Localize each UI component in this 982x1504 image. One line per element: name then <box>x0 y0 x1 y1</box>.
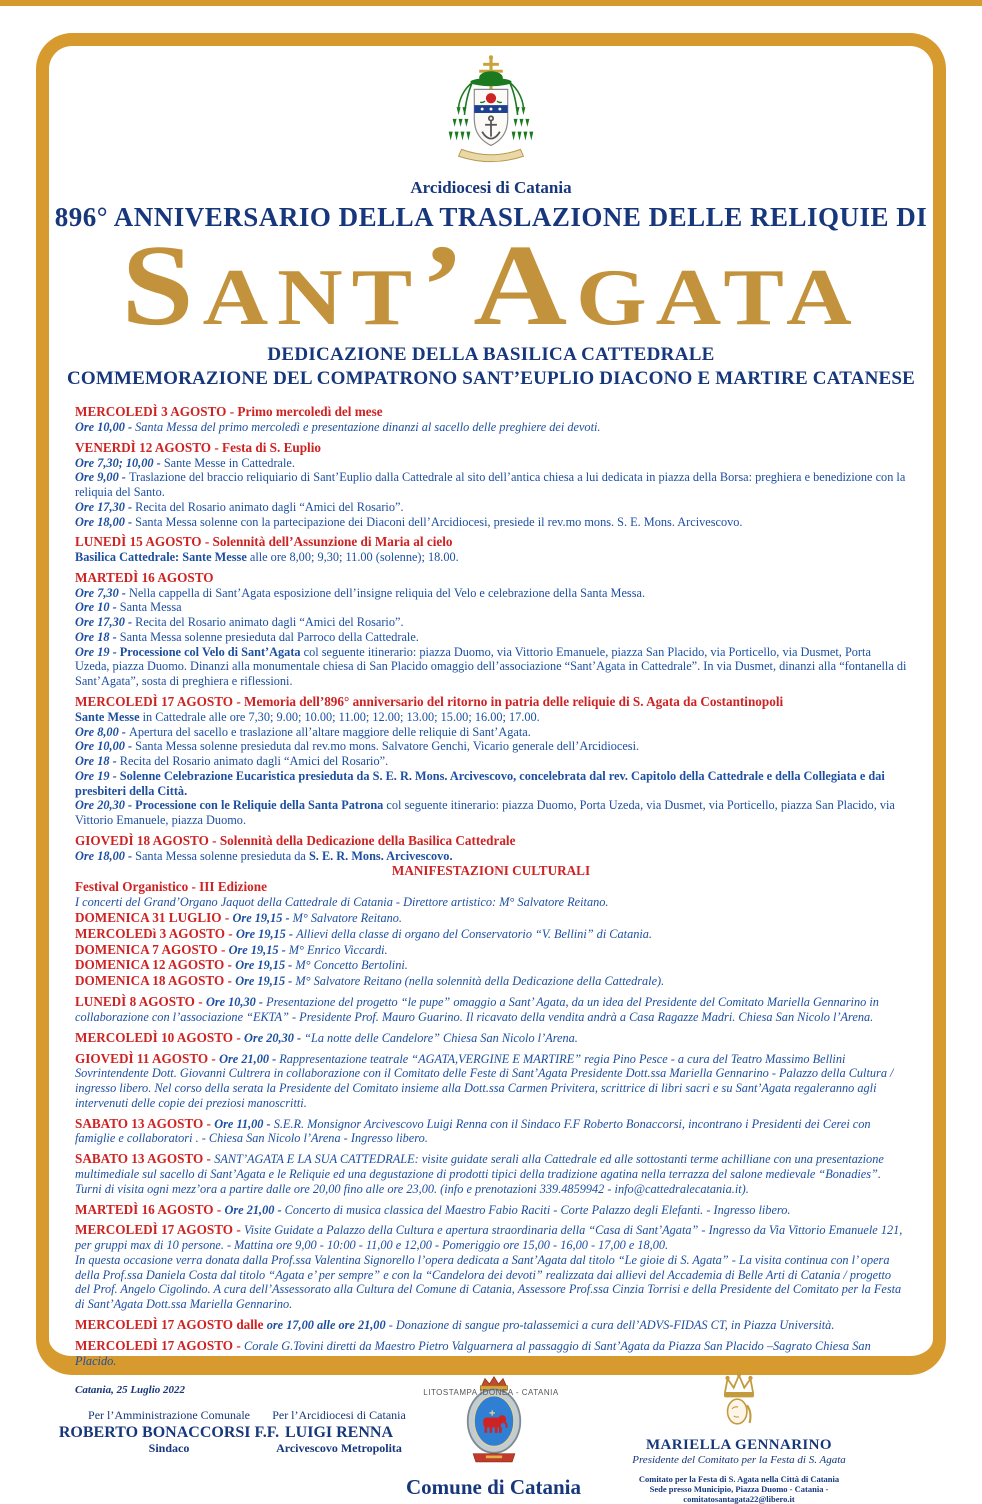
event-line <box>75 1202 907 1218</box>
text-segment: Concerto di musica classica del Maestro Fabio Raciti - Corte Palazzo degli Elefanti. - Ingresso libero. <box>284 1202 791 1217</box>
text-segment: I concerti del Grand’Organo Jaquot della Cattedrale di Catania - Direttore artistico: M° Salvatore Reitano. <box>75 895 609 910</box>
text-segment: Ore 19 - <box>75 768 120 783</box>
text-segment: MERCOLEDÌ 17 AGOSTO dalle <box>75 1316 267 1332</box>
text-segment: In questa occasione verra donata dalla Prof.ssa Valentina Signorello l’opera dedicata a Sant’Agata dal titolo “Le gioie di S. Agata” - La visita continua con l’ opera della Prof.ssa Daniela Costa dal titolo “Agata e’ per sempre” e con la “Candelora dei devoti” realizzata dai allievi del Accademia di Belle Arti di Catania / progetto del Prof. Angelo Cigolindo. A cura dell’Assessorato alla Cultura del Comune di Catania, Assessore Prof.ssa Cinzia Torrisi e della Presidente del Comitato per la Festa di Sant’Agata Dott.ssa Mariella Gennarino. <box>75 1252 902 1312</box>
text-segment: Ore 7,30 - <box>75 585 129 600</box>
text-segment: Ore 19,15 - <box>235 974 296 989</box>
header-crest-wrap <box>49 54 933 175</box>
signature-admin-role: Sindaco <box>148 1441 190 1456</box>
text-segment: GIOVEDÌ 18 AGOSTO - Solennità della Dedicazione della Basilica Cattedrale <box>75 832 516 848</box>
text-segment: col seguente itinerario: piazza Duomo, Porta Uzeda, via Dusmet, via Porticello, piazza San Placido, via Vittorio Emanuele, piazza Duomo. <box>75 798 895 828</box>
text-segment: Ore 17,30 - <box>75 499 136 514</box>
poster-content <box>49 42 933 1504</box>
event-line <box>75 754 907 769</box>
event-line <box>75 440 907 456</box>
text-segment: MERCOLEDÌ 17 AGOSTO - <box>75 1337 245 1353</box>
text-segment: Ore 8,00 - <box>75 724 129 739</box>
event-line <box>75 1116 907 1147</box>
text-segment: Ore 19,15 - <box>235 926 297 941</box>
text-segment: “La notte delle Candelore” Chiesa San Nicolo l’Arena. <box>304 1030 578 1045</box>
top-gold-band <box>0 0 982 6</box>
text-segment: Ore 18,00 - <box>75 514 136 529</box>
text-segment: SANT’AGATA E LA SUA CATTEDRALE: visite guidate serali alla Cattedrale ed alle sottostanti terme achilliane con una presentazione multimediale sul sacello di Sant’Agata e le Reliquie ed una degustazione di prodotti tipici della tradizione agatina nella terrazza del salone medievale “Bonadies”. Turni di visita ogni mezz’ora a partire dalle ore 20,00 fino alle ore 23,00. (info e prenotazioni 339.4859942 - info@cattedralecatania.it). <box>75 1152 884 1196</box>
event-line <box>75 615 907 630</box>
text-segment: - Donazione di sangue pro-talassemici a cura dell’ADVS-FIDAS CT, in Piazza Università. <box>388 1317 835 1332</box>
text-segment: M° Salvatore Reitano. <box>292 910 402 925</box>
subtitle-dedicazione: DEDICAZIONE DELLA BASILICA CATTEDRALE <box>267 344 715 366</box>
text-segment: Solenne Celebrazione Eucaristica presieduta da S. E. R. Mons. Arcivescovo, concelebrata dal rev. Capitolo della Cattedrale e della Collegiata e dai presbiteri della Città. <box>75 768 885 798</box>
event-line <box>75 710 907 725</box>
text-segment: Ore 9,00 - <box>75 470 129 485</box>
main-title: Sant’Agata <box>121 222 861 350</box>
text-segment: MANIFESTAZIONI CULTURALI <box>391 863 591 879</box>
event-line <box>75 630 907 645</box>
text-segment: LUNEDÌ 8 AGOSTO - <box>75 994 206 1010</box>
event-line <box>75 420 907 435</box>
event-line <box>75 1151 907 1196</box>
print-credit: LITOSTAMPA IDONEA - CATANIA <box>423 1388 559 1397</box>
event-line <box>75 586 907 601</box>
event-line <box>75 833 907 849</box>
text-segment: Santa Messa solenne presieduta da <box>135 848 309 863</box>
committee-president-role: Presidente del Comitato per la Festa di S. Agata <box>632 1454 846 1467</box>
event-line <box>75 500 907 515</box>
event-line <box>75 1051 907 1111</box>
text-segment: Ore 18 - <box>75 629 120 644</box>
text-segment: Festival Organistico - III Edizione <box>75 879 267 895</box>
event-line <box>75 895 907 910</box>
text-segment: Ore 18 - <box>75 754 120 769</box>
event-line <box>75 1222 907 1253</box>
text-segment: Ore 10 - <box>75 600 120 615</box>
text-segment: MARTEDÌ 16 AGOSTO - <box>75 1201 225 1217</box>
archdiocese-coat-of-arms-icon <box>428 54 554 170</box>
event-line <box>75 515 907 530</box>
text-segment: SABATO 13 AGOSTO - <box>75 1151 215 1167</box>
text-segment: Ore 21,00 - <box>219 1051 280 1066</box>
committee-president-name: MARIELLA GENNARINO <box>646 1437 832 1454</box>
text-segment: MERCOLEDÌ 17 AGOSTO - <box>75 1222 245 1238</box>
text-segment: Nella cappella di Sant’Agata esposizione dell’insigne reliquia del Velo e celebrazione della Santa Messa. <box>128 585 646 600</box>
text-segment: DOMENICA 18 AGOSTO - <box>75 973 236 989</box>
text-segment: LUNEDÌ 15 AGOSTO - Solennità dell’Assunzione di Maria al cielo <box>75 534 453 550</box>
text-segment: Ore 10,00 - <box>75 419 136 434</box>
signature-admin-for: Per l’Amministrazione Comunale <box>88 1408 250 1423</box>
text-segment: Santa Messa <box>119 600 182 615</box>
text-segment: Allievi della classe di organo del Conservatorio “V. Bellini” di Catania. <box>296 926 653 941</box>
event-line <box>75 550 907 565</box>
event-line <box>75 694 907 710</box>
text-segment: GIOVEDÌ 11 AGOSTO - <box>75 1050 220 1066</box>
text-segment: S. E. R. Mons. Arcivescovo. <box>308 848 453 863</box>
text-segment: M° Concetto Bertolini. <box>295 958 408 973</box>
event-line <box>75 798 907 828</box>
signature-church-name: LUIGI RENNA <box>284 1424 393 1442</box>
text-segment: VENERDÌ 12 AGOSTO - Festa di S. Euplio <box>75 439 321 455</box>
text-segment: Ore 20,30 - <box>244 1030 305 1045</box>
text-segment: ore 17,00 alle ore 21,00 <box>266 1317 389 1332</box>
comune-label: Comune di Catania <box>405 1475 582 1500</box>
text-segment: Ore 10,00 - <box>75 739 136 754</box>
event-line <box>75 1317 907 1333</box>
footer-date-place: Catania, 25 Luglio 2022 <box>75 1384 186 1397</box>
text-segment: Visite Guidate a Palazzo della Cultura e apertura straordinaria della “Casa di Sant’Agata” - Ingresso da Via Vittorio Emanuele 121, per gruppi max di 10 persone. - Mattina ore 9,00 - 10:00 - 11,00 e 12,00 - Pomeriggio ore 15,00 - 16,00 - 17,00 e 18,00. <box>75 1223 903 1253</box>
event-line <box>75 973 907 989</box>
text-segment: DOMENICA 7 AGOSTO - <box>75 941 229 957</box>
text-segment: Recita del Rosario animato dagli “Amici del Rosario”. <box>119 754 389 769</box>
text-segment: SABATO 13 AGOSTO - <box>75 1115 215 1131</box>
text-segment: Recita del Rosario animato dagli “Amici del Rosario”. <box>135 615 404 630</box>
subtitle-commemorazione: COMMEMORAZIONE DEL COMPATRONO SANT’EUPLIO DIACONO E MARTIRE CATANESE <box>66 368 916 390</box>
event-line <box>75 470 907 500</box>
text-segment: alle ore 8,00; 9,30; 11.00 (solenne); 18.00. <box>249 550 459 565</box>
text-segment: Recita del Rosario animato dagli “Amici del Rosario”. <box>135 499 404 514</box>
text-segment: Apertura del sacello e traslazione all’altare maggiore delle reliquie di Sant’Agata. <box>128 724 531 739</box>
text-segment: MERCOLEDÌ 3 AGOSTO - Primo mercoledì del mese <box>75 404 383 420</box>
text-segment: Ore 17,30 - <box>75 615 136 630</box>
event-line <box>75 910 907 926</box>
event-line <box>75 739 907 754</box>
event-line <box>75 600 907 615</box>
text-segment: M° Enrico Viccardi. <box>288 942 388 957</box>
events-list <box>49 404 933 1368</box>
text-segment: S.E.R. Monsignor Arcivescovo Luigi Renna con il Sindaco F.F Roberto Bonaccorsi, incontrano i Presidenti dei Cerei con famiglie e collaboratori . - Chiesa San Nicolo l’Arena - Ingresso libero. <box>75 1116 871 1146</box>
event-line <box>75 404 907 420</box>
event-line <box>75 1030 907 1046</box>
event-line <box>75 863 907 879</box>
signature-church-role: Arcivescovo Metropolita <box>276 1441 402 1456</box>
event-line <box>75 570 907 586</box>
committee-address-line: Sede presso Municipio, Piazza Duomo - Catania - comitatosantagata22@libero.it <box>649 1484 829 1504</box>
text-segment: Sante Messe <box>75 709 143 724</box>
text-segment: Santa Messa solenne presieduta dal Parroco della Cattedrale. <box>119 629 419 644</box>
event-line <box>75 1253 907 1312</box>
text-segment: Corale G.Tovini diretti da Maestro Pietro Valguarnera al passaggio di Sant’Agata da Piazza San Placido –Sagrato Chiesa San Placido. <box>75 1338 871 1368</box>
text-segment: Processione con le Reliquie della Santa Patrona <box>135 798 387 813</box>
event-line <box>75 926 907 942</box>
text-segment: Basilica Cattedrale: Sante Messe <box>75 550 250 565</box>
text-segment: MARTEDÌ 16 AGOSTO <box>75 569 214 585</box>
text-segment: Ore 20,30 - <box>75 798 136 813</box>
crowned-saint-head-icon <box>712 1370 766 1430</box>
event-line <box>75 725 907 740</box>
event-line <box>75 942 907 958</box>
text-segment: Ore 19,15 - <box>228 942 289 957</box>
text-segment: MERCOLEDì 3 AGOSTO - <box>75 925 236 941</box>
text-segment: Santa Messa solenne presieduta dal rev.mo mons. Salvatore Genchi, Vicario generale dell’Arcidiocesi. <box>135 739 640 754</box>
text-segment: Ore 7,30; 10,00 - <box>75 455 164 470</box>
text-segment: Processione col Velo di Sant’Agata <box>119 644 304 659</box>
text-segment: Traslazione del braccio reliquiario di Sant’Euplio dalla Cattedrale al sito dell’antica chiesa a lui dedicata in piazza della Borsa: preghiera e benedizione con la reliquia del Santo. <box>75 470 906 500</box>
text-segment: Ore 11,00 - <box>214 1116 274 1131</box>
text-segment: Ore 18,00 - <box>75 848 136 863</box>
text-segment: Rappresentazione teatrale “AGATA,VERGINE E MARTIRE” regia Pino Pesce - a cura del Teatro Massimo Bellini Sovrintendente Dott. Giovanni Cultrera in collaborazione con il Comitato delle Feste di Sant’Agata Presidente Dott.ssa Mariella Gennarino - Palazzo della Cultura / ingresso libero. Nel corso della serata la Presidente del Comitato insieme alla Dott.ssa Carmen Privitera, scrittrice di libri sacri e su Sant’Agata regaleranno agli intervenuti delle copie dei preziosi manoscritti. <box>75 1051 894 1110</box>
org-name: Arcidiocesi di Catania <box>410 178 572 197</box>
text-segment: col seguente itinerario: piazza Duomo, via Vittorio Emanuele, piazza San Placido, via Porticello, via Dusmet, Porta Uzeda, piazza Duomo. Dinanzi alla monumentale chiesa di San Placido omaggio dell’associazione “Sant’Agata in Cattedrale”. In via Dusmet, dinanzi alla “fontanella di Sant’Agata”, sosta di preghiera e riflessioni. <box>75 644 907 689</box>
text-segment: Ore 19 - <box>75 644 120 659</box>
event-line <box>75 957 907 973</box>
event-line <box>75 879 907 895</box>
event-line <box>75 645 907 689</box>
text-segment: Presentazione del progetto “le pupe” omaggio a Sant’ Agata, da un idea del Presidente del Comitato Mariella Gennarino in collaborazione con l’associazione “EKTA” - Presidente Prof. Mauro Guarino. Il ricavato della vendita andrà a Casa Ragazze Madri. Chiesa San Nicolo l’Arena. <box>75 995 879 1024</box>
text-segment: MERCOLEDÌ 17 AGOSTO - Memoria dell’896° anniversario del ritorno in patria delle reliquie di S. Agata da Costantinopoli <box>75 693 784 709</box>
text-segment: in Cattedrale alle ore 7,30; 9.00; 10.00; 11.00; 12.00; 13.00; 15.00; 16.00; 17.00. <box>142 709 540 724</box>
text-segment: DOMENICA 12 AGOSTO - <box>75 957 236 973</box>
text-segment: Santa Messa del primo mercoledì e presentazione dinanzi al sacello delle preghiere dei devoti. <box>135 419 601 434</box>
signature-admin-name: ROBERTO BONACCORSI F.F. <box>58 1424 280 1442</box>
signature-church-for: Per l’Arcidiocesi di Catania <box>272 1408 406 1423</box>
text-segment: M° Salvatore Reitano (nella solennità della Dedicazione della Cattedrale). <box>295 974 665 989</box>
event-line <box>75 769 907 799</box>
text-segment: Ore 19,15 - <box>235 958 296 973</box>
anniversary-title: 896° ANNIVERSARIO DELLA TRASLAZIONE DELLE RELIQUIE DI <box>54 202 928 232</box>
event-line <box>75 1338 907 1369</box>
text-segment: Sante Messe in Cattedrale. <box>163 455 295 470</box>
text-segment: Santa Messa solenne con la partecipazione dei Diaconi dell’Arcidiocesi, presiede il rev.mo mons. S. E. Mons. Arcivescovo. <box>135 514 743 529</box>
text-segment: Ore 19,15 - <box>232 910 293 925</box>
event-line <box>75 534 907 550</box>
text-segment: Ore 10,30 - <box>205 995 267 1010</box>
text-segment: DOMENICA 31 LUGLIO - <box>75 909 233 925</box>
text-segment: Ore 21,00 - <box>224 1202 285 1217</box>
event-line <box>75 849 907 864</box>
event-line <box>75 456 907 471</box>
committee-org-line: Comitato per la Festa di S. Agata nella Città di Catania <box>638 1474 840 1485</box>
event-line <box>75 994 907 1025</box>
text-segment: MERCOLEDÌ 10 AGOSTO - <box>75 1029 245 1045</box>
